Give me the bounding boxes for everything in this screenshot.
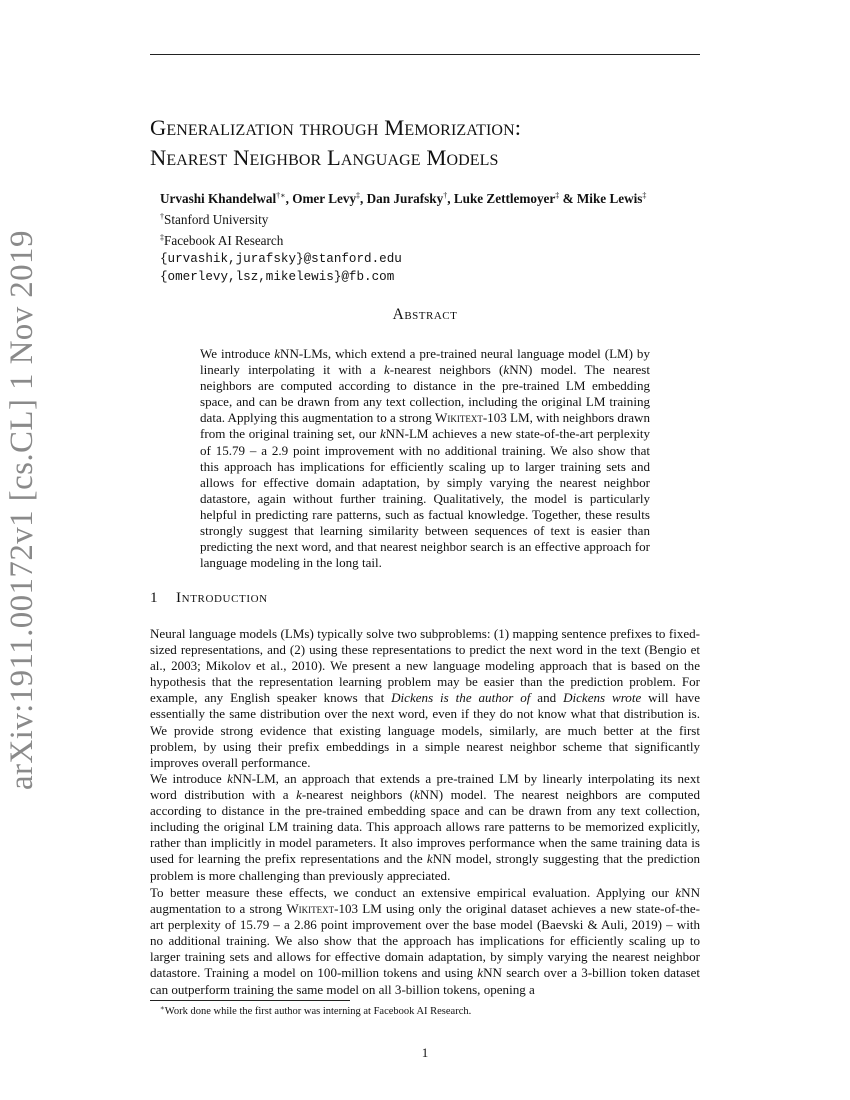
author-block [160,187,720,286]
abstract-text: We introduce kNN-LMs, which extend a pre-trained neural language model (LM) by linearly interpolating it with a k-nearest neighbors (kNN) model. The nearest neighbors are computed according to distance in the pre-trained LM embedding space, and can be drawn from any text collection, including the original LM training data. Applying this augmentation to a strong Wikitext-103 LM, with neighbors drawn from the original training set, our kNN-LM achieves a new state-of-the-art perplexity of 15.79 – a 2.9 point improvement with no additional training. We also show that this approach has implications for efficiently scaling up to larger training sets and allows for effective domain adaptation, by simply varying the nearest neighbor datastore, again without further training. Qualitatively, the model is particularly helpful in predicting rare patterns, such as factual knowledge. Together, these results strongly suggest that learning similarity between sequences of text is easier than predicting the next word, and that nearest neighbor search is an effective approach for language modeling in the long tail. [200,346,650,571]
title-line-1: Generalization through Memorization: [150,115,522,140]
affiliation-stanford: †Stanford University [160,212,269,227]
footnote: ∗Work done while the first author was interning at Facebook AI Research. [160,1004,472,1017]
intro-paragraph-2: We introduce kNN-LM, an approach that extends a pre-trained LM by linearly interpolating its next word distribution with a k-nearest neighbors (kNN) model. The nearest neighbors are computed according to distance in the pre-trained embedding space and can be drawn from any text collection, including the original LM training data. This approach allows rare patterns to be memorized explicitly, rather than implicitly in model parameters. It also improves performance when the same training data is used for learning the prefix representations and the kNN model, strongly suggesting that the prediction problem is more challenging than previously appreciated. [150,771,701,883]
footnote-rule [150,1000,350,1001]
top-rule [150,54,700,55]
affiliation-facebook: ‡Facebook AI Research [160,233,284,248]
intro-paragraph-1: Neural language models (LMs) typically solve two subproblems: (1) mapping sentence prefixes to fixed-sized representations, and (2) using these representations to predict the next word in the text (Bengio et al., 2003; Mikolov et al., 2010). We present a new language modeling approach that is based on the hypothesis that the representation learning problem may be easier than the prediction problem. For example, any English speaker knows that Dickens is the author of and Dickens wrote will have essentially the same distribution over the next word, even if they do not know what that distribution is. We provide strong evidence that existing language models, similarly, are much better at the first problem, by using their prefix embeddings in a simple nearest neighbor scheme that significantly improves overall performance. [150,626,700,770]
intro-paragraph-3: To better measure these effects, we conduct an extensive empirical evaluation. Applying our kNN augmentation to a strong Wikitext-103 LM using only the original dataset achieves a new state-of-the-art perplexity of 15.79 – a 2.86 point improvement over the base model (Baevski & Auli, 2019) – with no additional training. We also show that the approach has implications for efficiently scaling up to larger training sets and allows for effective domain adaptation, by simply varying the nearest neighbor datastore. Training a model on 100-million tokens and using kNN search over a 3-billion token dataset can outperform training the same model on all 3-billion tokens, opening a [150,885,700,997]
title-line-2: Nearest Neighbor Language Models [150,145,499,170]
page-number: 1 [421,1045,429,1060]
section-heading-introduction: 1 Introduction [150,589,268,606]
email-facebook: {omerlevy,lsz,mikelewis}@fb.com [160,270,395,284]
email-stanford: {urvashik,jurafsky}@stanford.edu [160,252,402,266]
author-names: Urvashi Khandelwal†∗, Omer Levy‡, Dan Jurafsky†, Luke Zettlemoyer‡ & Mike Lewis‡ [160,191,647,206]
paper-title [150,113,710,173]
arxiv-identifier: arXiv:1911.00172v1 [cs.CL] 1 Nov 2019 [4,230,40,790]
abstract-heading: Abstract [392,306,458,323]
